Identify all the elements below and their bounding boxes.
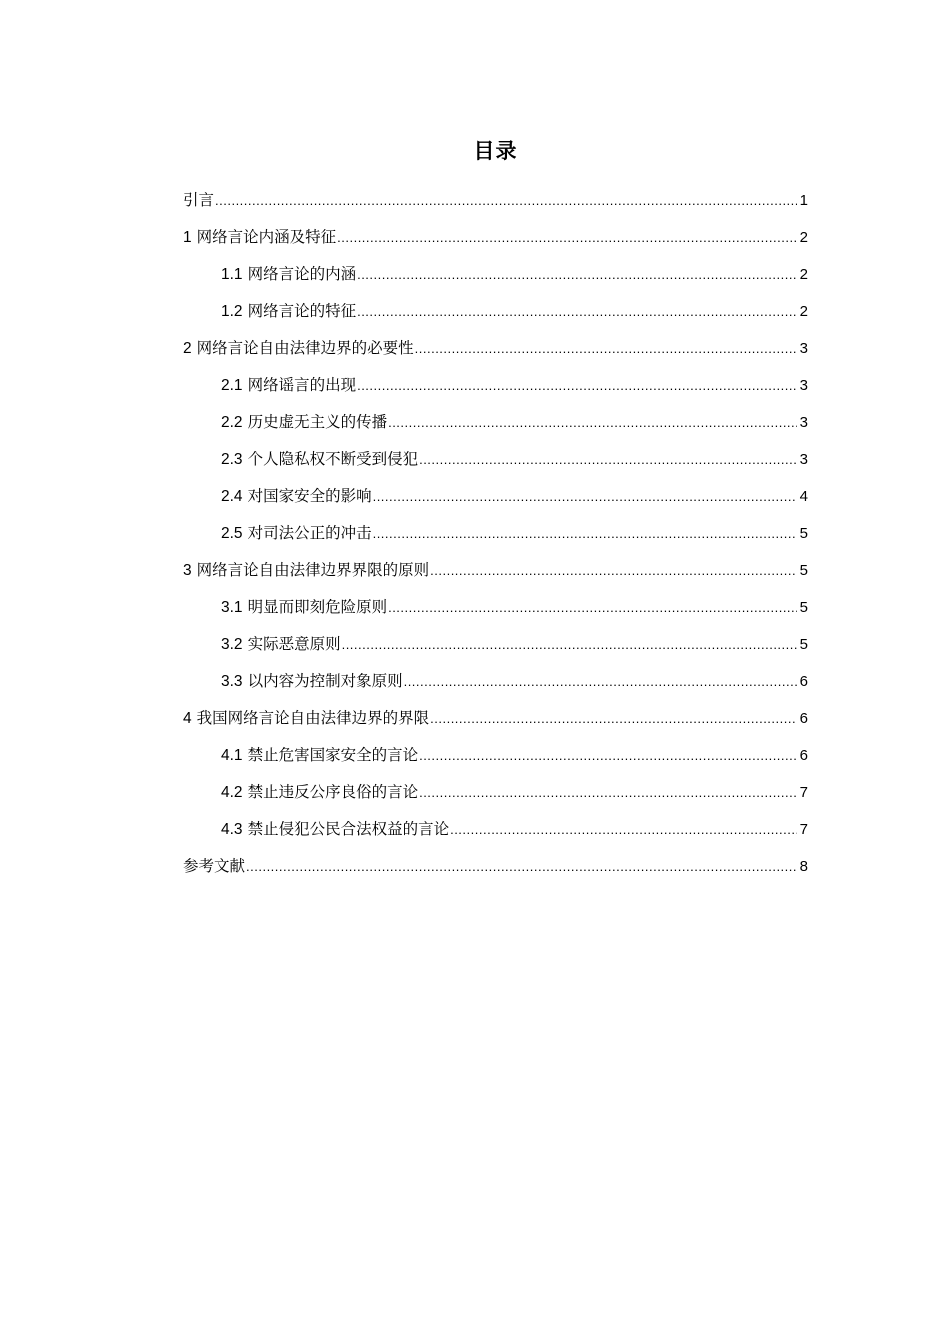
toc-entry-number: 2.3 — [221, 451, 243, 468]
dot-leader — [357, 259, 797, 291]
dot-leader — [419, 740, 797, 772]
toc-entry-label: 网络言论内涵及特征 — [196, 228, 337, 246]
toc-entry-label: 引言 — [183, 191, 215, 209]
toc-entry-number: 2.5 — [221, 525, 243, 542]
toc-entry-number: 2.4 — [221, 488, 243, 505]
toc-entry-page-number: 6 — [799, 747, 808, 764]
toc-entry-page-number: 1 — [799, 192, 808, 209]
toc-entry-page-number: 6 — [799, 673, 808, 690]
toc-entry-page-number: 5 — [799, 636, 808, 653]
toc-entry[interactable] — [183, 443, 808, 480]
toc-entry-label: 实际恶意原则 — [247, 635, 341, 653]
toc-entry-text — [183, 702, 429, 735]
toc-entry-text — [221, 443, 418, 476]
toc-entry-text — [221, 591, 387, 624]
toc-entry[interactable] — [183, 813, 808, 850]
toc-entry-page-number: 6 — [799, 710, 808, 727]
toc-entry-number: 4.2 — [221, 784, 243, 801]
toc-entry-page-number: 3 — [799, 377, 808, 394]
toc-entry-page-number: 5 — [799, 599, 808, 616]
toc-entry[interactable] — [183, 406, 808, 443]
toc-entry-number: 2.2 — [221, 414, 243, 431]
toc-entry-label: 网络言论自由法律边界的必要性 — [196, 339, 414, 357]
dot-leader — [246, 851, 797, 883]
toc-entry-label: 网络谣言的出现 — [247, 376, 357, 394]
toc-entry-page-number: 8 — [799, 858, 808, 875]
toc-entry-label: 对司法公正的冲击 — [247, 524, 372, 542]
toc-entry-text — [221, 258, 356, 291]
toc-entry-page-number: 2 — [799, 303, 808, 320]
toc-entry-text — [183, 184, 214, 216]
toc-entry-text — [221, 628, 341, 661]
toc-entry-number: 3.3 — [221, 673, 243, 690]
toc-entry-text — [221, 480, 372, 513]
toc-entry-number: 3.2 — [221, 636, 243, 653]
dot-leader — [388, 407, 797, 439]
dot-leader — [373, 518, 797, 550]
toc-entry-page-number: 5 — [799, 562, 808, 579]
toc-entry-number: 2 — [183, 340, 192, 357]
toc-entry[interactable] — [183, 221, 808, 258]
toc-entry-number: 4.3 — [221, 821, 243, 838]
dot-leader — [342, 629, 797, 661]
toc-entry[interactable] — [183, 517, 808, 554]
toc-entry-page-number: 7 — [799, 784, 808, 801]
toc-entry[interactable] — [183, 702, 808, 739]
toc-entry-label: 网络言论的内涵 — [247, 265, 357, 283]
toc-entry-page-number: 2 — [799, 266, 808, 283]
dot-leader — [419, 777, 797, 809]
toc-entry-number: 4 — [183, 710, 192, 727]
dot-leader — [373, 481, 797, 513]
toc-entry-page-number: 5 — [799, 525, 808, 542]
toc-entry[interactable] — [183, 332, 808, 369]
toc-entry-number: 3.1 — [221, 599, 243, 616]
toc-entry-text — [221, 813, 449, 846]
toc-entry-text — [183, 221, 336, 254]
toc-entry[interactable] — [183, 665, 808, 702]
toc-entry-label: 网络言论的特征 — [247, 302, 357, 320]
dot-leader — [430, 703, 797, 735]
toc-entry-text — [221, 739, 418, 772]
toc-entry-page-number: 3 — [799, 451, 808, 468]
toc-entry-label: 对国家安全的影响 — [247, 487, 372, 505]
toc-entry[interactable] — [183, 184, 808, 221]
toc-entry[interactable] — [183, 739, 808, 776]
toc-entry-text — [221, 665, 403, 698]
toc-entry-text — [221, 295, 356, 328]
toc-entry-label: 历史虚无主义的传播 — [247, 413, 388, 431]
dot-leader — [404, 666, 797, 698]
dot-leader — [357, 296, 797, 328]
toc-entry-text — [183, 332, 414, 365]
toc-entry-text — [221, 369, 356, 402]
dot-leader — [450, 814, 797, 846]
toc-entry-label: 禁止违反公序良俗的言论 — [247, 783, 419, 801]
dot-leader — [419, 444, 797, 476]
toc-entry[interactable] — [183, 591, 808, 628]
dot-leader — [388, 592, 797, 624]
toc-entry-label: 我国网络言论自由法律边界的界限 — [196, 709, 430, 727]
toc-entry-number: 1 — [183, 229, 192, 246]
toc-entry[interactable] — [183, 554, 808, 591]
table-of-contents — [183, 184, 808, 887]
dot-leader — [357, 370, 797, 402]
toc-entry-label: 网络言论自由法律边界界限的原则 — [196, 561, 430, 579]
toc-entry-page-number: 7 — [799, 821, 808, 838]
toc-entry-page-number: 2 — [799, 229, 808, 246]
toc-entry-label: 参考文献 — [183, 857, 246, 875]
toc-entry-text — [221, 406, 387, 439]
toc-entry-text — [183, 850, 245, 882]
toc-entry-text — [221, 776, 418, 809]
toc-entry-label: 以内容为控制对象原则 — [247, 672, 403, 690]
toc-entry-label: 禁止侵犯公民合法权益的言论 — [247, 820, 450, 838]
toc-title: 目录 — [473, 139, 518, 163]
toc-entry[interactable] — [183, 258, 808, 295]
toc-entry[interactable] — [183, 295, 808, 332]
toc-entry-number: 2.1 — [221, 377, 243, 394]
toc-entry-text — [221, 517, 372, 550]
dot-leader — [430, 555, 797, 587]
toc-entry[interactable] — [183, 850, 808, 887]
toc-entry-number: 4.1 — [221, 747, 243, 764]
toc-entry-page-number: 4 — [799, 488, 808, 505]
toc-entry[interactable] — [183, 369, 808, 406]
toc-entry-label: 明显而即刻危险原则 — [247, 598, 388, 616]
toc-entry-label: 禁止危害国家安全的言论 — [247, 746, 419, 764]
dot-leader — [215, 185, 797, 217]
toc-entry-label: 个人隐私权不断受到侵犯 — [247, 450, 419, 468]
toc-entry-text — [183, 554, 429, 587]
toc-entry-number: 3 — [183, 562, 192, 579]
toc-entry-page-number: 3 — [799, 414, 808, 431]
toc-entry-page-number: 3 — [799, 340, 808, 357]
toc-entry[interactable] — [183, 480, 808, 517]
toc-entry-number: 1.1 — [221, 266, 243, 283]
toc-entry[interactable] — [183, 776, 808, 813]
dot-leader — [415, 333, 797, 365]
dot-leader — [337, 222, 797, 254]
toc-entry[interactable] — [183, 628, 808, 665]
toc-entry-number: 1.2 — [221, 303, 243, 320]
